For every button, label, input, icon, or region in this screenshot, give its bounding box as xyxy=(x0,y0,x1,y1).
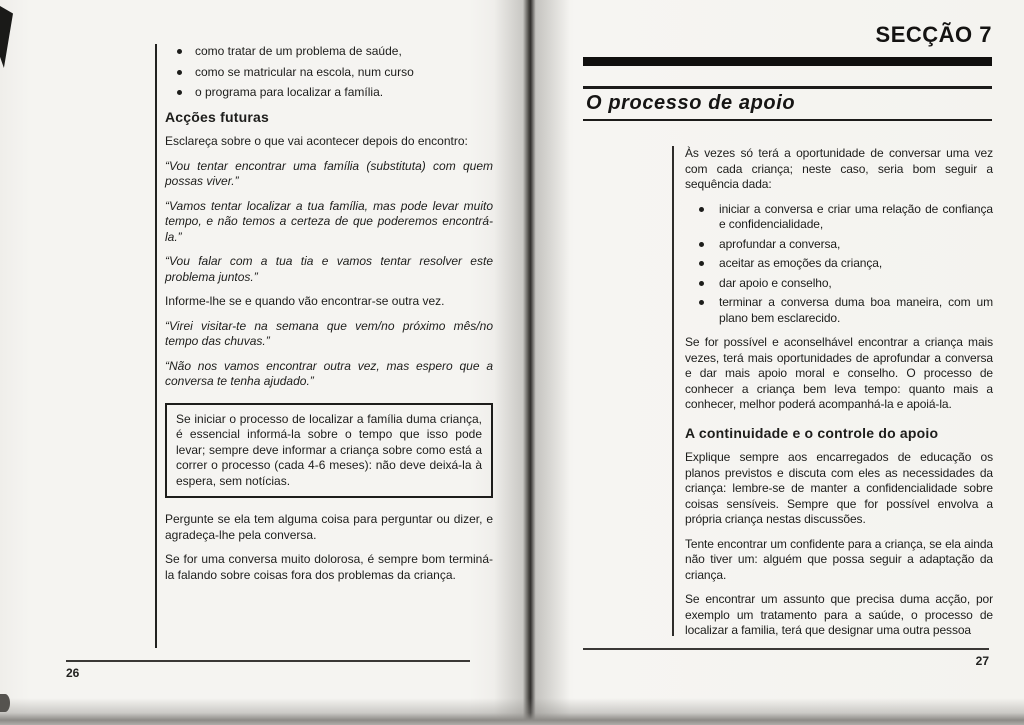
right-margin-rule xyxy=(672,146,674,636)
list-item-text: como tratar de um problema de saúde, xyxy=(195,44,402,58)
bullet-icon xyxy=(177,90,182,95)
list-item-text: como se matricular na escola, num curso xyxy=(195,64,414,79)
list-item-text: dar apoio e conselho, xyxy=(719,275,832,290)
right-page xyxy=(530,0,1024,725)
bullet-icon xyxy=(177,70,182,75)
sequence-bullet-list xyxy=(685,202,993,327)
bullet-icon xyxy=(699,261,704,266)
bullet-icon xyxy=(699,300,704,305)
quote-paragraph: “Vou tentar encontrar uma família (substituta) com quem possas viver.” xyxy=(165,158,493,188)
list-item-text: aprofundar a conversa, xyxy=(719,236,841,251)
section-heading: Acções futuras xyxy=(165,108,269,125)
list-item xyxy=(165,85,493,101)
left-margin-rule xyxy=(155,44,157,648)
chapter-title: O processo de apoio xyxy=(586,92,796,114)
list-item xyxy=(165,65,493,81)
paragraph: Se for possível e aconselhável encontrar a criança mais vezes, terá mais oportunidades de aprofundar a conversa e dar mais apoio moral e conselho. O processo de conhecer a criança bem leva tempo: quanto mais a conhecer, melhor poderá acompanhá-la e apoiá-la. xyxy=(685,335,993,411)
list-item xyxy=(685,202,993,233)
list-item xyxy=(685,295,993,326)
bullet-icon xyxy=(699,281,704,286)
bullet-icon xyxy=(699,242,704,247)
paragraph: Se encontrar um assunto que precisa duma acção, por exemplo um tratamento para a saúde, o processo de localizar a familia, terá que designar uma outra pessoa xyxy=(685,592,993,637)
quote-paragraph: “Virei visitar-te na semana que vem/no próximo mês/no tempo das chuvas.” xyxy=(165,318,493,348)
page-number: 27 xyxy=(975,654,989,668)
quote-paragraph: “Vou falar com a tua tia e vamos tentar resolver este problema juntos.” xyxy=(165,254,493,284)
section-divider-bar xyxy=(583,57,992,66)
title-underline-rule xyxy=(583,119,992,121)
quote-paragraph: “Não nos vamos encontrar outra vez, mas espero que a conversa te tenha ajudado.” xyxy=(165,358,493,388)
list-item-text: aceitar as emoções da criança, xyxy=(719,256,883,270)
list-item xyxy=(685,237,993,253)
bullet-icon xyxy=(699,207,704,212)
quote-paragraph: “Vamos tentar localizar a tua família, mas pode levar muito tempo, e não temos a certeza de que poderemos encontrá-la.” xyxy=(165,198,493,244)
list-item-text: terminar a conversa duma boa maneira, com um plano bem esclarecido. xyxy=(719,295,993,325)
list-item-text: iniciar a conversa e criar uma relação de confiança e confidencialidade, xyxy=(719,201,993,231)
bullet-icon xyxy=(177,49,182,54)
subsection-heading: A continuidade e o controle do apoio xyxy=(685,424,939,441)
list-item xyxy=(165,44,493,60)
page-number: 26 xyxy=(66,666,80,680)
footer-rule xyxy=(66,660,470,662)
list-item xyxy=(685,276,993,292)
paragraph: Informe-lhe se e quando vão encontrar-se outra vez. xyxy=(165,294,445,308)
footer-rule xyxy=(583,648,989,650)
paragraph: Se for uma conversa muito dolorosa, é sempre bom terminá-la falando sobre coisas fora dos problemas da criança. xyxy=(165,552,493,582)
scan-artifact xyxy=(0,694,10,712)
section-label: SECÇÃO 7 xyxy=(875,22,992,47)
topic-bullet-list xyxy=(165,44,493,101)
paragraph: Explique sempre aos encarregados de educação os planos previstos e discuta com eles as necessidades da criança: lembre-se de manter a confidencialidade sobre coisas sensíveis. Sempre que for possível envolva a própria criança nestas discussões. xyxy=(685,450,993,526)
boxed-note: Se iniciar o processo de localizar a família duma criança, é essencial informá-la sobre o tempo que isso pode levar; sempre deve informar a criança sobre como está a correr o processo (cada 4-6 meses): não deve deixá-la à espera, sem notícias. xyxy=(165,403,493,499)
list-item-text: o programa para localizar a família. xyxy=(195,85,384,99)
title-top-rule xyxy=(583,86,992,89)
left-page-text-column xyxy=(165,42,493,592)
paragraph: Esclareça sobre o que vai acontecer depois do encontro: xyxy=(165,134,468,148)
paragraph: Às vezes só terá a oportunidade de conversar uma vez com cada criança; neste caso, seria bom seguir a sequência dada: xyxy=(685,146,993,191)
list-item xyxy=(685,256,993,272)
paragraph: Tente encontrar um confidente para a criança, se ela ainda não tiver um: alguém que possa seguir a adaptação da criança. xyxy=(685,536,993,582)
right-page-text-column xyxy=(685,144,993,648)
paragraph: Pergunte se ela tem alguma coisa para perguntar ou dizer, e agradeça-lhe pela conversa. xyxy=(165,512,493,542)
